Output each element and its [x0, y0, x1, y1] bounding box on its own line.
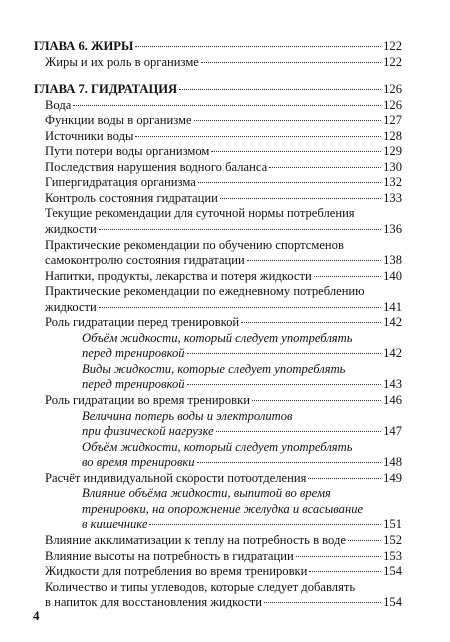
- toc-entry[interactable]: [34, 486, 402, 533]
- toc-entry-title: Расчёт индивидуальной скорости потоотделения: [45, 470, 307, 485]
- toc-entry[interactable]: [34, 175, 402, 191]
- toc-page-number: 148: [383, 455, 402, 470]
- toc-page-number: 142: [383, 315, 402, 330]
- toc-page-number: 122: [383, 54, 402, 69]
- toc-entry[interactable]: [34, 39, 402, 55]
- toc-entry-title: ГЛАВА 6. ЖИРЫ: [34, 39, 134, 53]
- toc-entry[interactable]: [34, 129, 402, 145]
- toc-entry[interactable]: [34, 549, 402, 565]
- toc-entry[interactable]: [34, 331, 402, 362]
- toc-entry[interactable]: [34, 191, 402, 207]
- toc-entry[interactable]: [34, 393, 402, 409]
- toc-entry[interactable]: [34, 315, 402, 331]
- table-of-contents: [34, 39, 402, 611]
- toc-entry-title: Объём жидкости, который следует употреблять: [82, 330, 353, 345]
- toc-entry-title: во время тренировки: [82, 455, 195, 470]
- dot-leader: [247, 260, 381, 261]
- toc-entry[interactable]: [34, 160, 402, 176]
- toc-entry[interactable]: [34, 98, 402, 114]
- dot-leader: [216, 431, 381, 432]
- dot-leader: [149, 524, 381, 525]
- dot-leader: [264, 602, 381, 603]
- toc-page-number: 122: [383, 39, 402, 53]
- toc-page-number: 147: [383, 424, 402, 439]
- toc-entry-title: перед тренировкой: [82, 346, 185, 361]
- toc-entry[interactable]: [34, 533, 402, 549]
- toc-entry-title: Вода: [45, 97, 72, 112]
- dot-leader: [197, 462, 382, 463]
- toc-entry-title: перед тренировкой: [82, 377, 185, 392]
- dot-leader: [314, 276, 381, 277]
- toc-entry[interactable]: [34, 238, 402, 269]
- dot-leader: [220, 198, 381, 199]
- dot-leader: [135, 136, 381, 137]
- dot-leader: [211, 151, 381, 152]
- toc-page-number: 142: [383, 346, 402, 361]
- dot-leader: [187, 353, 382, 354]
- toc-entry-title: Последствия нарушения водного баланса: [45, 159, 268, 174]
- toc-entry-title: в напиток для восстановления жидкости: [45, 595, 263, 610]
- toc-entry[interactable]: [34, 113, 402, 129]
- toc-entry-title: Влияние объёма жидкости, выпитой во время: [82, 486, 331, 501]
- dot-leader: [198, 182, 381, 183]
- dot-leader: [309, 571, 381, 572]
- toc-entry[interactable]: [34, 362, 402, 393]
- toc-page-number: 149: [383, 470, 402, 485]
- dot-leader: [99, 307, 381, 308]
- toc-entry-title: тренировки, на опорожнение желудка и всасывание: [82, 501, 364, 516]
- toc-entry-title: Функции воды в организме: [45, 113, 192, 128]
- toc-page-number: 154: [383, 595, 402, 610]
- toc-entry-title: Количество и типы углеводов, которые следует добавлять: [45, 579, 356, 594]
- toc-entry-title: Источники воды: [45, 128, 134, 143]
- toc-entry-title: Напитки, продукты, лекарства и потеря жидкости: [45, 268, 312, 283]
- toc-entry-title: Текущие рекомендации для суточной нормы потребления: [45, 206, 355, 221]
- page-number: 4: [33, 608, 40, 623]
- toc-page-number: 130: [383, 159, 402, 174]
- toc-page-number: 136: [383, 222, 402, 237]
- toc-entry[interactable]: [34, 55, 402, 71]
- toc-page-number: 143: [383, 377, 402, 392]
- dot-leader: [252, 400, 381, 401]
- toc-entry-title: Жиры и их роль в организме: [45, 54, 199, 69]
- toc-entry[interactable]: [34, 284, 402, 315]
- dot-leader: [201, 62, 381, 63]
- toc-entry-title: в кишечнике: [82, 517, 148, 532]
- dot-leader: [135, 46, 381, 47]
- toc-entry[interactable]: [34, 471, 402, 487]
- toc-page-number: 152: [383, 532, 402, 547]
- dot-leader: [269, 167, 381, 168]
- toc-page-number: 146: [383, 393, 402, 408]
- dot-leader: [296, 556, 381, 557]
- toc-entry-title: Жидкости для потребления во время тренировки: [45, 564, 308, 579]
- toc-page-number: 126: [383, 97, 402, 112]
- toc-entry-title: Пути потери воды организмом: [45, 144, 210, 159]
- toc-page-number: 138: [383, 253, 402, 268]
- toc-entry-title: Влияние акклиматизации к теплу на потребность в воде: [45, 532, 346, 547]
- toc-entry-title: ГЛАВА 7. ГИДРАТАЦИЯ: [34, 82, 178, 97]
- toc-entry[interactable]: [34, 580, 402, 611]
- toc-page-number: 129: [383, 144, 402, 159]
- toc-entry[interactable]: [34, 82, 402, 98]
- toc-entry-title: самоконтролю состояния гидратации: [45, 253, 245, 268]
- toc-entry-title: жидкости: [45, 222, 97, 237]
- dot-leader: [308, 478, 381, 479]
- dot-leader: [241, 322, 381, 323]
- toc-entry-title: Роль гидратации во время тренировки: [45, 393, 250, 408]
- toc-page-number: 141: [383, 299, 402, 314]
- toc-page-number: 126: [383, 82, 402, 97]
- toc-entry-title: Объём жидкости, который следует употреблять: [82, 439, 353, 454]
- toc-entry[interactable]: [34, 269, 402, 285]
- toc-entry-title: жидкости: [45, 299, 97, 314]
- toc-entry-title: Практические рекомендации по обучению спортсменов: [45, 237, 344, 252]
- toc-entry-title: Величина потерь воды и электролитов: [82, 408, 293, 423]
- dot-leader: [73, 105, 381, 106]
- toc-entry[interactable]: [34, 440, 402, 471]
- toc-entry[interactable]: [34, 564, 402, 580]
- toc-page-number: 132: [383, 175, 402, 190]
- dot-leader: [99, 229, 381, 230]
- toc-page-number: 133: [383, 190, 402, 205]
- toc-page-number: 154: [383, 564, 402, 579]
- dot-leader: [179, 89, 381, 90]
- toc-page-number: 140: [383, 268, 402, 283]
- toc-entry-title: Практические рекомендации по ежедневному потреблению: [45, 284, 365, 299]
- toc-page-number: 153: [383, 548, 402, 563]
- toc-page-number: 151: [383, 517, 402, 532]
- toc-entry-title: при физической нагрузке: [82, 424, 214, 439]
- toc-page-number: 127: [383, 113, 402, 128]
- dot-leader: [187, 384, 382, 385]
- toc-page-number: 128: [383, 128, 402, 143]
- toc-entry-title: Гипергидратация организма: [45, 175, 196, 190]
- dot-leader: [348, 540, 381, 541]
- dot-leader: [194, 120, 382, 121]
- toc-entry-title: Роль гидратации перед тренировкой: [45, 315, 240, 330]
- toc-entry-title: Контроль состояния гидратации: [45, 190, 218, 205]
- toc-entry[interactable]: [34, 144, 402, 160]
- toc-entry[interactable]: [34, 206, 402, 237]
- toc-entry-title: Виды жидкости, которые следует употреблять: [82, 361, 346, 376]
- toc-entry[interactable]: [34, 409, 402, 440]
- toc-entry-title: Влияние высоты на потребность в гидратации: [45, 548, 294, 563]
